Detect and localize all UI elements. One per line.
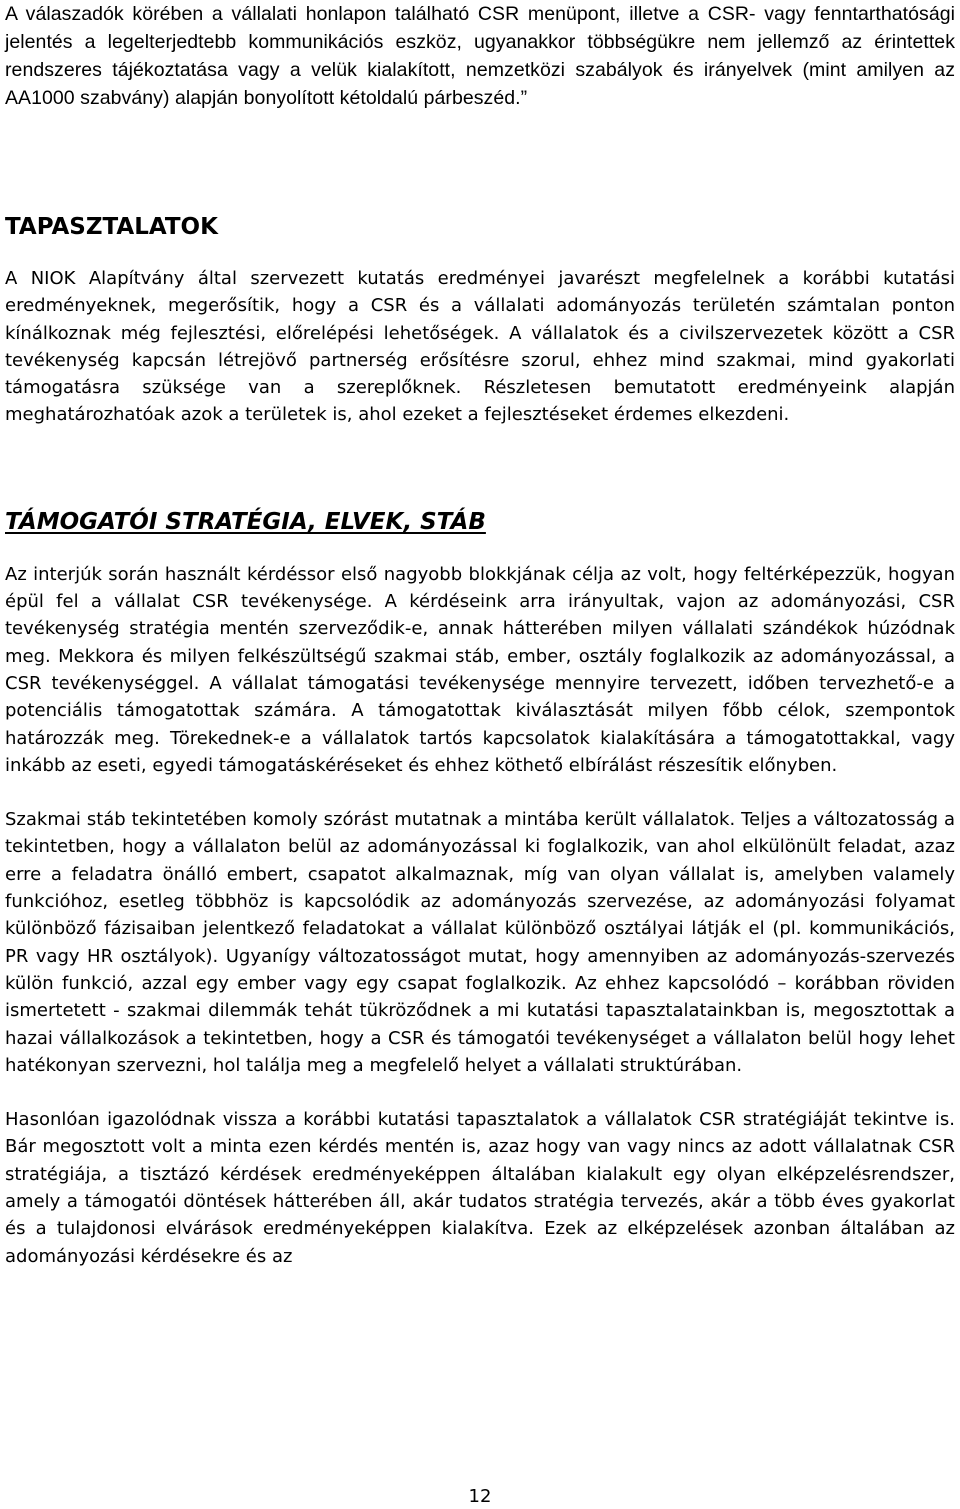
section-heading-tamogatoi-strategia: TÁMOGATÓI STRATÉGIA, ELVEK, STÁB <box>5 508 486 535</box>
document-page <box>5 0 955 1270</box>
intro-quote-paragraph: A válaszadók körében a vállalati honlapon található CSR menüpont, illetve a CSR- vagy fenntarthatósági jelentés a legelterjedtebb kommunikációs eszköz, ugyanakkor többségükre nem jellemző az érintettek rendszeres tájékoztatása vagy a velük kialakított, nemzetközi szabályok és irányelvek (mint amilyen az AA1000 szabvány) alapján bonyolított kétoldalú párbeszéd.” <box>5 3 955 109</box>
page-number: 12 <box>468 1486 492 1507</box>
section-heading-tapasztalatok: TAPASZTALATOK <box>5 214 218 240</box>
body-paragraph: A NIOK Alapítvány által szervezett kutatás eredményei javarészt megfelelnek a korábbi kutatási eredményeknek, megerősítik, hogy a CSR és a vállalati adományozás területén számtalan ponton kínálkoznak még fejlesztési, előrelépési lehetőségek. A vállalatok és a civilszervezetek között a CSR tevékenység kapcsán létrejövő partnerség erősítésre szorul, ehhez mind szakmai, mind gyakorlati támogatásra szüksége van a szereplőknek. Részletesen bemutatott eredményeink alapján meghatározhatóak azok a területek is, ahol ezeket a fejlesztéseket érdemes elkezdeni. <box>5 268 955 426</box>
body-paragraph: Szakmai stáb tekintetében komoly szórást mutatnak a mintába került vállalatok. Teljes a változatosság a tekintetben, hogy a vállalaton belül az adományozással ki foglalkozik, van ahol elkülönült feladat, azaz erre a feladatra önálló embert, csapatot alkalmaznak, míg van olyan vállalat is, amelyben valamely funkcióhoz, esetleg többhöz is kapcsolódik az adományozás szervezése, az adományozási folyamat különböző fázisaiban jelentkező feladatokat a vállalat különböző osztályai látják el (pl. kommunikációs, PR vagy HR osztályok). Ugyanígy változatosságot mutat, hogy amennyiben az adományozás-szervezés külön funkció, azzal egy ember vagy egy csapat foglalkozik. Az ehhez kapcsolódó – korábban röviden ismertetett - szakmai dilemmák tehát tükröződnek a mi kutatási tapasztalatainkban is, megosztottak a hazai vállalkozások a tekintetben, hogy a CSR és támogatói tevékenységet a vállalaton belül hogy lehet hatékonyan szervezni, hol találja meg a megfelelő helyet a vállalati struktúrában. <box>5 809 955 1076</box>
body-paragraph: Hasonlóan igazolódnak vissza a korábbi kutatási tapasztalatok a vállalatok CSR stratégiáját tekintve is. Bár megosztott volt a minta ezen kérdés mentén is, azaz hogy van vagy nincs az adott vállalatnak CSR stratégiája, a tisztázó kérdések eredményeképpen általában kialakult egy olyan elképzelésrendszer, amely a támogatói döntések hátterében áll, akár tudatos stratégia tervezés, akár a több éves gyakorlat és a tulajdonosi elvárások eredményeképpen kialakítva. Ezek az elképzelések azonban általában az adományozási kérdésekre és az <box>5 1109 955 1267</box>
body-paragraph: Az interjúk során használt kérdéssor első nagyobb blokkjának célja az volt, hogy feltérképezzük, hogyan épül fel a vállalat CSR tevékenysége. A kérdéseink arra irányultak, vajon az adományozási, CSR tevékenység stratégia mentén szerveződik-e, annak hátterében milyen vállalati szándékok húzódnak meg. Mekkora és milyen felkészültségű szakmai stáb, ember, osztály foglalkozik az adományozással, a CSR tevékenységgel. A vállalat támogatási tevékenysége mennyire tervezett, időben tervezhető-e a potenciális támogatottak számára. A támogatottak kiválasztását milyen főbb célok, szempontok határozzák meg. Törekednek-e a vállalatok tartós kapcsolatok kialakítására a támogatottakkal, vagy inkább az eseti, egyedi támogatáskéréseket és ehhez köthető elbírálást részesítik előnyben. <box>5 563 955 776</box>
